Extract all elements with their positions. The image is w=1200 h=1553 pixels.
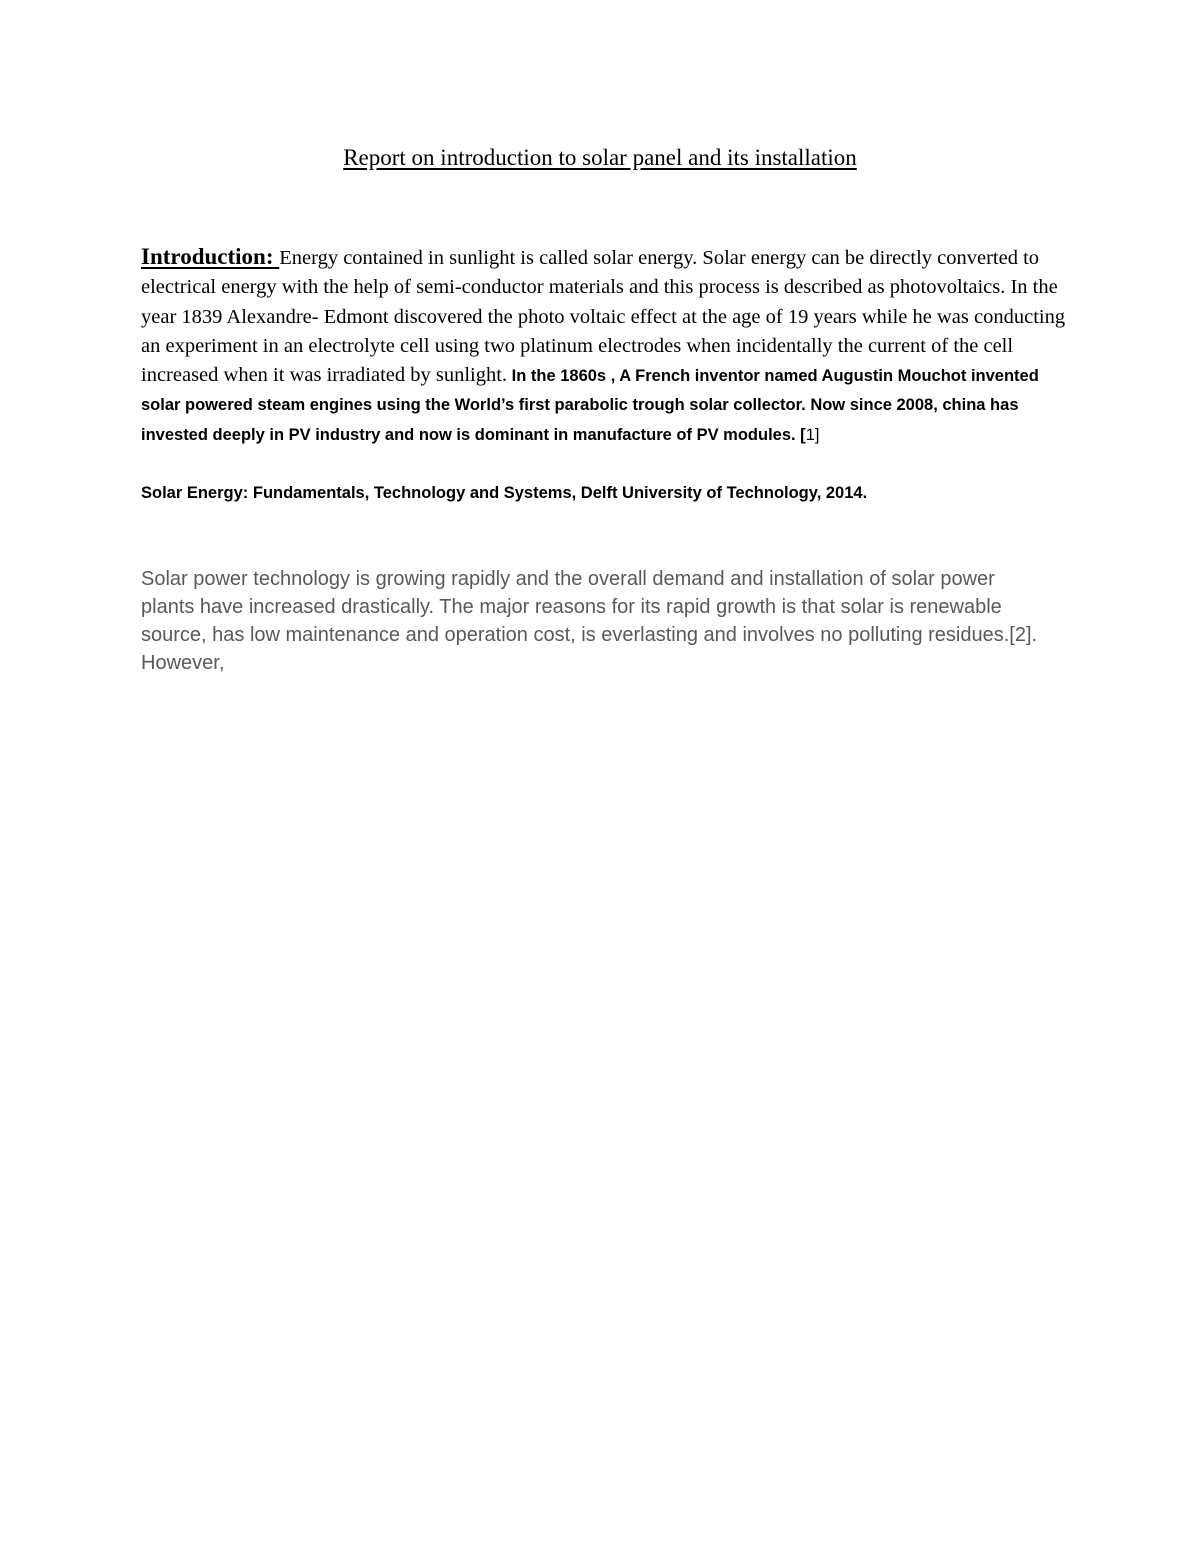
introduction-serif-text: Energy contained in sunlight is called solar energy. Solar energy can be directly converted to electrical energy with the help of semi-conductor materials and this process is described as photovoltaics. In the year 1839 Alexandre- Edmont discovered the photo voltaic effect at the age of 19 years while he was conducting an experiment in an electrolyte cell using two platinum electrodes when incidentally the current of the cell increased when it was irradiated by sunlight. bbox=[141, 247, 1066, 387]
document-title: Report on introduction to solar panel and its installation bbox=[343, 145, 857, 170]
introduction-paragraph bbox=[141, 242, 1066, 449]
reference-line: Solar Energy: Fundamentals, Technology and Systems, Delft University of Technology, 2014. bbox=[141, 484, 868, 502]
introduction-history-text: In the 1860s , A French inventor named Augustin Mouchot invented solar powered steam engines using the World’s first parabolic trough solar collector. Now since 2008, china has invested deeply in PV industry and now is dominant in manufacture of PV modules. [ bbox=[141, 367, 1039, 444]
citation-marker: 1] bbox=[805, 425, 820, 444]
growth-paragraph: Solar power technology is growing rapidly and the overall demand and installation of solar power plants have increased drastically. The major reasons for its rapid growth is that solar is renewable source, has low maintenance and operation cost, is everlasting and involves no polluting residues.[2]. However, bbox=[141, 568, 1038, 674]
introduction-heading: Introduction: bbox=[141, 244, 280, 269]
